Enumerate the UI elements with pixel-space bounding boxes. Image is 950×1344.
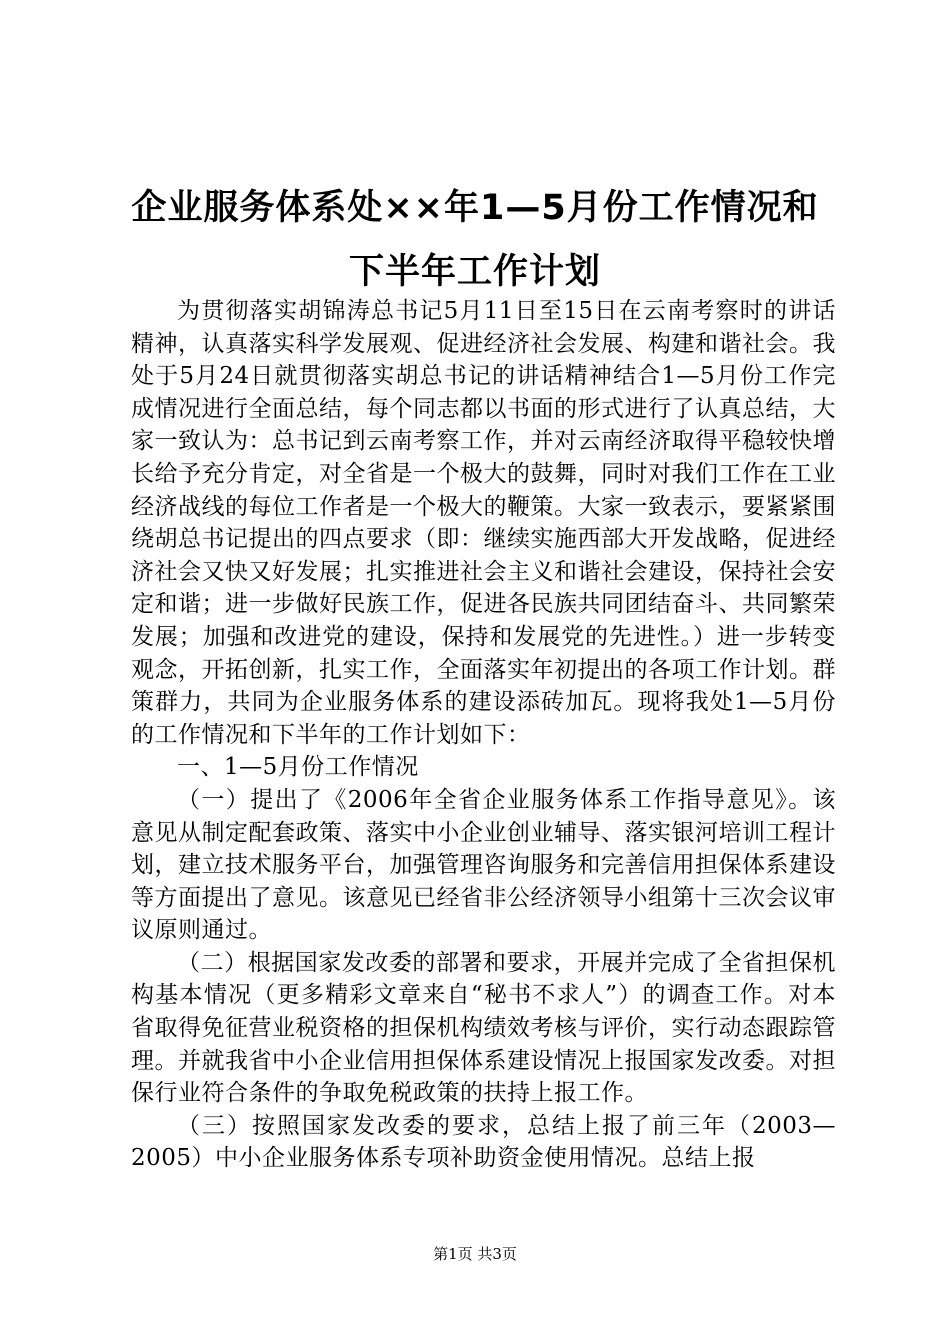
item-paragraph-3: （三）按照国家发改委的要求，总结上报了前三年（2003—2005）中小企业服务体系专项补助资金使用情况。总结上报 [131, 1112, 836, 1172]
document-body [131, 295, 836, 1175]
document-title-line-1: 企业服务体系处××年1—5月份工作情况和 [131, 188, 819, 228]
section-heading: 一、1—5月份工作情况 [177, 754, 419, 781]
page-footer: 第1页 共3页 [433, 1245, 517, 1263]
intro-paragraph: 为贯彻落实胡锦涛总书记5月11日至15日在云南考察时的讲话精神，认真落实科学发展观、促进经济社会发展、构建和谐社会。我处于5月24日就贯彻落实胡总书记的讲话精神结合1—5月份工作完成情况进行全面总结，每个同志都以书面的形式进行了认真总结，大家一致认为：总书记到云南考察工作，并对云南经济取得平稳较快增长给予充分肯定，对全省是一个极大的鼓舞，同时对我们工作在工业经济战线的每位工作者是一个极大的鞭策。大家一致表示，要紧紧围绕胡总书记提出的四点要求（即：继续实施西部大开发战略，促进经济社会又快又好发展；扎实推进社会主义和谐社会建设，保持社会安定和谐；进一步做好民族工作，促进各民族共同团结奋斗、共同繁荣发展；加强和改进党的建设，保持和发展党的先进性。）进一步转变观念，开拓创新，扎实工作，全面落实年初提出的各项工作计划。群策群力，共同为企业服务体系的建设添砖加瓦。现将我处1—5月份的工作情况和下半年的工作计划如下： [131, 298, 836, 748]
document-title-line-2: 下半年工作计划 [348, 252, 601, 292]
item-paragraph-1: （一）提出了《2006年全省企业服务体系工作指导意见》。该意见从制定配套政策、落实中小企业创业辅导、落实银河培训工程计划，建立技术服务平台，加强管理咨询服务和完善信用担保体系建设等方面提出了意见。该意见已经省非公经济领导小组第十三次会议审议原则通过。 [131, 786, 836, 944]
item-paragraph-2: （二）根据国家发改委的部署和要求，开展并完成了全省担保机构基本情况（更多精彩文章来自“秘书不求人”）的调查工作。对本省取得免征营业税资格的担保机构绩效考核与评价，实行动态跟踪管理。并就我省中小企业信用担保体系建设情况上报国家发改委。对担保行业符合条件的争取免税政策的扶持上报工作。 [131, 949, 836, 1107]
